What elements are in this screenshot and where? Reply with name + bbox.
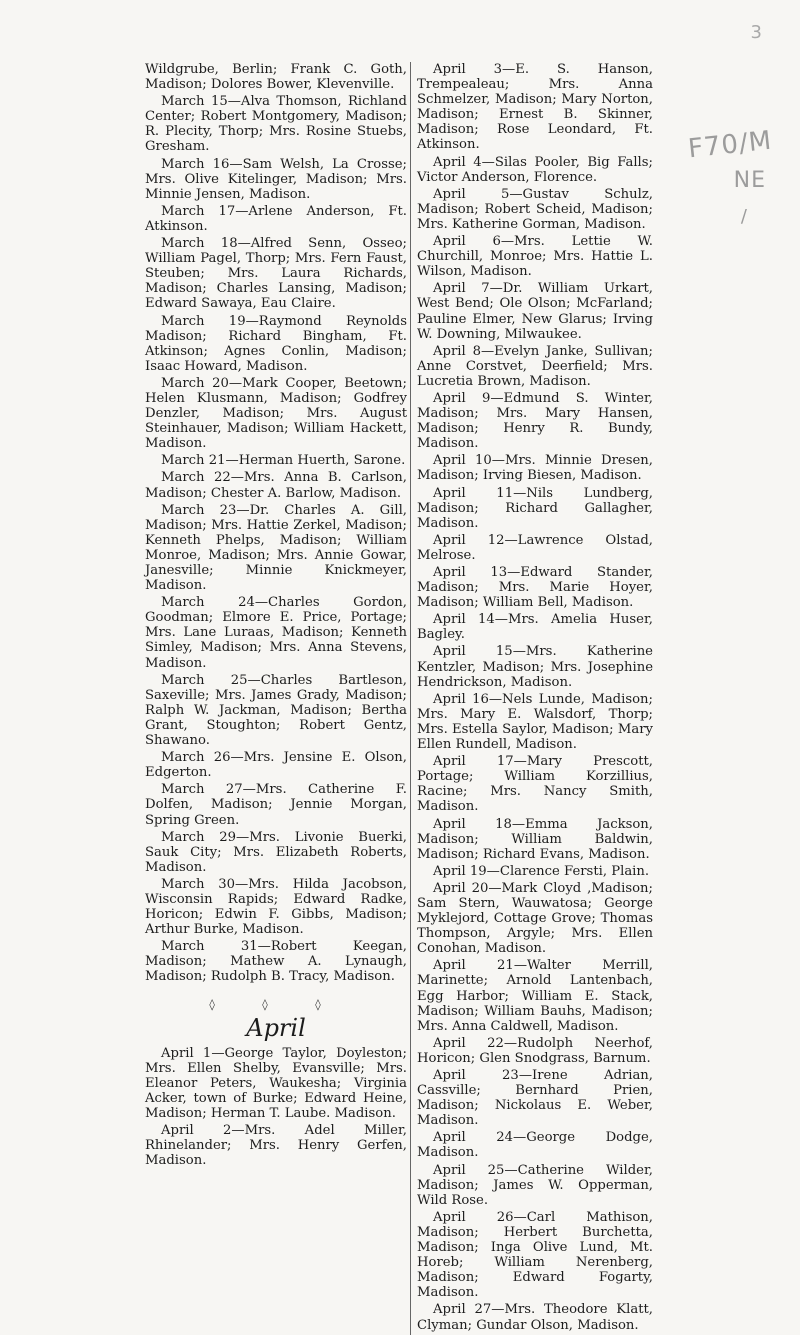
- left-entries-after: [145, 1046, 407, 1169]
- list-item: March 31—Robert Keegan, Madison; Mathew A. Lynaugh, Madison; Rudolph B. Tracy, Madison.: [145, 939, 407, 985]
- list-item: April 22—Rudolph Neerhof, Horicon; Glen Snodgrass, Barnum.: [417, 1035, 653, 1066]
- left-entries: [145, 62, 407, 985]
- margin-note-3: /: [740, 206, 748, 227]
- section-break: [145, 997, 407, 1042]
- list-item: April 21—Walter Merrill, Marinette; Arnold Lantenbach, Egg Harbor; William E. Stack, Madison; William Bauhs, Madison; Mrs. Anna Caldwell, Madison.: [417, 958, 653, 1034]
- list-item: April 2—Mrs. Adel Miller, Rhinelander; Mrs. Henry Gerfen, Madison.: [145, 1123, 407, 1169]
- right-entries: [417, 62, 653, 1333]
- list-item: March 22—Mrs. Anna B. Carlson, Madison; Chester A. Barlow, Madison.: [145, 470, 407, 501]
- list-item: April 4—Silas Pooler, Big Falls; Victor Anderson, Florence.: [417, 154, 653, 185]
- list-item: April 3—E. S. Hanson, Trempealeau; Mrs. Anna Schmelzer, Madison; Mary Norton, Madison; Ernest B. Skinner, Madison; Rose Leondard, Ft. Atkinson.: [417, 62, 653, 153]
- list-item: April 5—Gustav Schulz, Madison; Robert Scheid, Madison; Mrs. Katherine Gorman, Madison.: [417, 186, 653, 232]
- section-heading-april: April: [246, 1013, 306, 1042]
- list-item: March 15—Alva Thomson, Richland Center; Robert Montgomery, Madison; R. Plecity, Thorp; Mrs. Rosine Stuebs, Gresham.: [145, 94, 407, 155]
- list-item: March 24—Charles Gordon, Goodman; Elmore E. Price, Portage; Mrs. Lane Luraas, Madison; Kenneth Simley, Madison; Mrs. Anna Stevens, Madison.: [145, 595, 407, 671]
- margin-note-2: NE: [733, 168, 766, 193]
- list-item: March 29—Mrs. Livonie Buerki, Sauk City; Mrs. Elizabeth Roberts, Madison.: [145, 829, 407, 875]
- list-item: April 7—Dr. William Urkart, West Bend; Ole Olson; McFarland; Pauline Elmer, New Glarus; Irving W. Downing, Milwaukee.: [417, 281, 653, 342]
- margin-note-1: F70/M: [686, 125, 774, 165]
- list-item: March 25—Charles Bartleson, Saxeville; Mrs. James Grady, Madison; Ralph W. Jackman, Madison; Bertha Grant, Stoughton; Robert Gentz, Shawano.: [145, 672, 407, 749]
- list-item: April 14—Mrs. Amelia Huser, Bagley.: [417, 612, 653, 643]
- list-item: April 1—George Taylor, Doyleston; Mrs. Ellen Shelby, Evansville; Mrs. Eleanor Peters, Waukesha; Virginia Acker, town of Burke; Edward Heine, Madison; Herman T. Laube. Madison.: [145, 1045, 407, 1121]
- list-item: April 11—Nils Lundberg, Madison; Richard Gallagher, Madison.: [417, 485, 653, 531]
- list-item: April 27—Mrs. Theodore Klatt, Clyman; Gundar Olson, Madison.: [417, 1302, 653, 1333]
- list-item: March 18—Alfred Senn, Osseo; William Pagel, Thorp; Mrs. Fern Faust, Steuben; Mrs. Laura Richards, Madison; Charles Lansing, Madison; Edward Sawaya, Eau Claire.: [145, 236, 407, 312]
- list-item: April 25—Catherine Wilder, Madison; James W. Opperman, Wild Rose.: [417, 1162, 653, 1208]
- list-item: March 16—Sam Welsh, La Crosse; Mrs. Olive Kitelinger, Madison; Mrs. Minnie Jensen, Madison.: [145, 156, 407, 202]
- list-item: April 18—Emma Jackson, Madison; William Baldwin, Madison; Richard Evans, Madison.: [417, 816, 653, 862]
- list-item: March 19—Raymond Reynolds Madison; Richard Bingham, Ft. Atkinson; Agnes Conlin, Madison; Isaac Howard, Madison.: [145, 313, 407, 374]
- list-item: April 6—Mrs. Lettie W. Churchill, Monroe; Mrs. Hattie L. Wilson, Madison.: [417, 234, 653, 280]
- list-item: March 27—Mrs. Catherine F. Dolfen, Madison; Jennie Morgan, Spring Green.: [145, 782, 407, 828]
- right-column: [410, 62, 653, 1335]
- left-column: [145, 62, 407, 1170]
- list-item: March 30—Mrs. Hilda Jacobson, Wisconsin Rapids; Edward Radke, Horicon; Edwin F. Gibbs, Madison; Arthur Burke, Madison.: [145, 876, 407, 938]
- list-item: April 24—George Dodge, Madison.: [417, 1130, 653, 1161]
- page-number-mark: 3: [750, 22, 762, 43]
- list-item: March 26—Mrs. Jensine E. Olson, Edgerton.: [145, 750, 407, 781]
- list-item: April 16—Nels Lunde, Madison; Mrs. Mary E. Walsdorf, Thorp; Mrs. Estella Saylor, Madison; Mary Ellen Rundell, Madison.: [417, 691, 653, 753]
- list-item: April 19—Clarence Fersti, Plain.: [433, 863, 650, 879]
- list-item: Wildgrube, Berlin; Frank C. Goth, Madison; Dolores Bower, Klevenville.: [145, 62, 407, 93]
- list-item: April 26—Carl Mathison, Madison; Herbert Burchetta, Madison; Inga Olive Lund, Mt. Horeb; William Nerenberg, Madison; Edward Fogarty, Madison.: [417, 1209, 653, 1301]
- list-item: April 10—Mrs. Minnie Dresen, Madison; Irving Biesen, Madison.: [417, 453, 653, 484]
- list-item: March 21—Herman Huerth, Sarone.: [161, 453, 406, 469]
- list-item: April 13—Edward Stander, Madison; Mrs. Marie Hoyer, Madison; William Bell, Madison.: [417, 565, 653, 611]
- list-item: April 20—Mark Cloyd ,Madison; Sam Stern, Wauwatosa; George Myklejord, Cottage Grove; Thomas Thompson, Argyle; Mrs. Ellen Conohan, Madison.: [417, 880, 653, 957]
- list-item: April 15—Mrs. Katherine Kentzler, Madison; Mrs. Josephine Hendrickson, Madison.: [417, 644, 653, 690]
- list-item: April 23—Irene Adrian, Cassville; Bernhard Prien, Madison; Nickolaus E. Weber, Madison.: [417, 1068, 653, 1129]
- list-item: March 17—Arlene Anderson, Ft. Atkinson.: [145, 203, 407, 234]
- list-item: April 8—Evelyn Janke, Sullivan; Anne Corstvet, Deerfield; Mrs. Lucretia Brown, Madison.: [417, 343, 653, 389]
- list-item: April 12—Lawrence Olstad, Melrose.: [417, 532, 653, 563]
- list-item: April 9—Edmund S. Winter, Madison; Mrs. Mary Hansen, Madison; Henry R. Bundy, Madison.: [417, 390, 653, 452]
- ornament-diamonds: ◊ ◊ ◊: [209, 997, 343, 1011]
- list-item: March 20—Mark Cooper, Beetown; Helen Klusmann, Madison; Godfrey Denzler, Madison; Mrs. August Steinhauer, Madison; William Hackett, Madison.: [145, 375, 407, 452]
- list-item: April 17—Mary Prescott, Portage; William Korzillius, Racine; Mrs. Nancy Smith, Madison.: [417, 754, 653, 815]
- list-item: March 23—Dr. Charles A. Gill, Madison; Mrs. Hattie Zerkel, Madison; Kenneth Phelps, Madison; William Monroe, Madison; Mrs. Annie Gowar, Janesville; Minnie Knickmeyer, Madison.: [145, 502, 407, 594]
